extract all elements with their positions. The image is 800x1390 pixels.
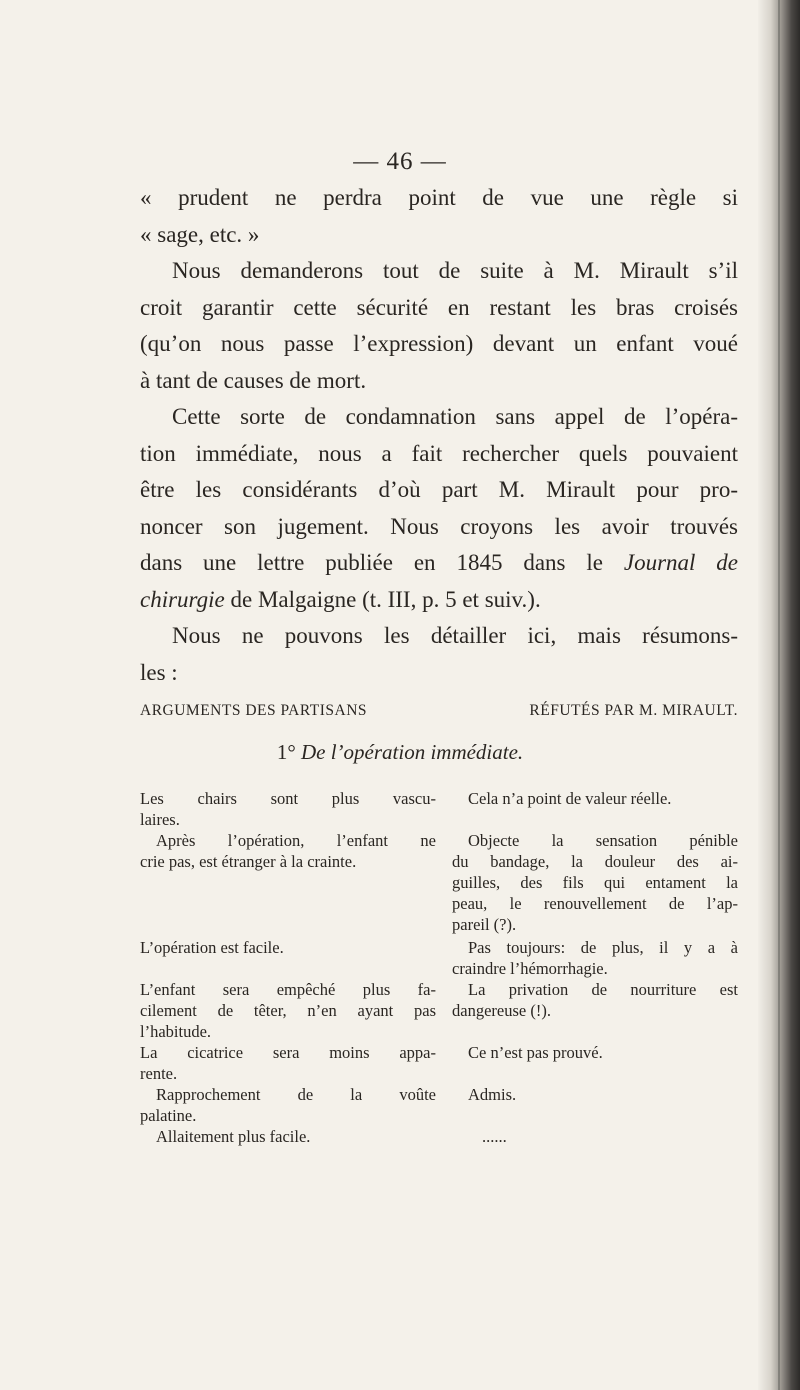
section-heading — [0, 740, 800, 765]
refutation-line: La privation de nourriture est — [468, 980, 738, 999]
refutation-line: Admis. — [468, 1085, 517, 1104]
section-number: 1° — [276, 740, 296, 764]
refutation-line: pareil (?). — [452, 915, 517, 934]
body-line: (qu’on nous passe l’expression) devant un enfant voué — [140, 331, 738, 356]
argument-line: l’habitude. — [140, 1022, 212, 1041]
refutation-line: du bandage, la douleur des ai- — [452, 852, 738, 871]
refutation-line: ...... — [482, 1127, 507, 1146]
page-binding-line — [778, 0, 780, 1390]
argument-line: Allaitement plus facile. — [156, 1127, 311, 1146]
section-title: De l’opération immédiate. — [300, 740, 524, 764]
body-line: noncer son jugement. Nous croyons les avoir trouvés — [140, 513, 738, 539]
body-line: Nous demanderons tout de suite à M. Mirault s’il — [172, 258, 738, 283]
refutation-entry — [452, 788, 738, 809]
argument-line: palatine. — [140, 1106, 197, 1125]
refutation-entry — [452, 979, 738, 1021]
refutation-line: peau, le renouvellement de l’ap- — [452, 894, 738, 913]
argument-line: Après l’opération, l’enfant ne — [156, 831, 436, 850]
argument-line: rente. — [140, 1064, 178, 1083]
argument-line: Les chairs sont plus vascu- — [140, 789, 436, 808]
table-heading — [140, 702, 738, 720]
argument-entry — [140, 1042, 436, 1084]
argument-entry — [140, 1126, 436, 1147]
refutation-line: craindre l’hémorrhagie. — [452, 959, 608, 978]
argument-entry — [140, 979, 436, 1042]
refutation-line: Pas toujours: de plus, il y a à — [468, 938, 738, 957]
body-line-text: dans une lettre publiée en 1845 dans le — [140, 550, 603, 575]
table-heading-left: ARGUMENTS DES PARTISANS — [140, 702, 368, 719]
argument-entry — [140, 788, 436, 830]
body-line: être les considérants d’où part M. Mirault pour pro- — [140, 477, 738, 502]
refutation-entry — [452, 830, 738, 935]
body-line: tion immédiate, nous a fait rechercher quels pouvaient — [140, 440, 738, 466]
refutation-entry — [452, 1126, 738, 1147]
argument-line: cilement de têter, n’en ayant pas — [140, 1001, 436, 1020]
refutation-entry — [452, 1084, 738, 1105]
argument-line: La cicatrice sera moins appa- — [140, 1043, 436, 1062]
argument-line: laires. — [140, 810, 180, 829]
body-line: croit garantir cette sécurité en restant les bras croisés — [140, 294, 738, 320]
refutation-line: guilles, des fils qui entament la — [452, 873, 738, 892]
body-line: à tant de causes de mort. — [140, 367, 367, 393]
argument-line: L’enfant sera empêché plus fa- — [140, 980, 436, 999]
argument-entry — [140, 1084, 436, 1126]
refutation-line: dangereuse (!). — [452, 1001, 551, 1020]
argument-entry — [140, 830, 436, 872]
body-line: « sage, etc. » — [140, 221, 260, 247]
refutation-line: Objecte la sensation pénible — [468, 831, 738, 850]
body-line: Nous ne pouvons les détailler ici, mais résumons- — [172, 623, 738, 648]
table-heading-right: RÉFUTÉS PAR M. MIRAULT. — [529, 702, 738, 719]
body-line: les : — [140, 659, 178, 685]
refutation-entry — [452, 1042, 738, 1063]
body-text — [140, 180, 738, 691]
journal-title-part: chirurgie — [140, 586, 225, 612]
body-line — [140, 582, 738, 619]
argument-line: Rapprochement de la voûte — [156, 1085, 436, 1104]
argument-entry — [140, 937, 436, 958]
body-line — [140, 545, 738, 582]
page-number: — 46 — — [353, 148, 447, 175]
argument-line: crie pas, est étranger à la crainte. — [140, 852, 357, 871]
journal-title-part: Journal de — [623, 550, 739, 575]
body-line-text: de Malgaigne (t. III, p. 5 et suiv.). — [230, 586, 541, 612]
refutation-entry — [452, 937, 738, 979]
body-line: Cette sorte de condamnation sans appel de l’opéra- — [172, 404, 738, 429]
refutation-line: Ce n’est pas prouvé. — [468, 1043, 603, 1062]
body-line: « prudent ne perdra point de vue une règle si — [140, 185, 738, 210]
argument-line: L’opération est facile. — [140, 938, 284, 957]
refutation-line: Cela n’a point de valeur réelle. — [468, 789, 672, 808]
